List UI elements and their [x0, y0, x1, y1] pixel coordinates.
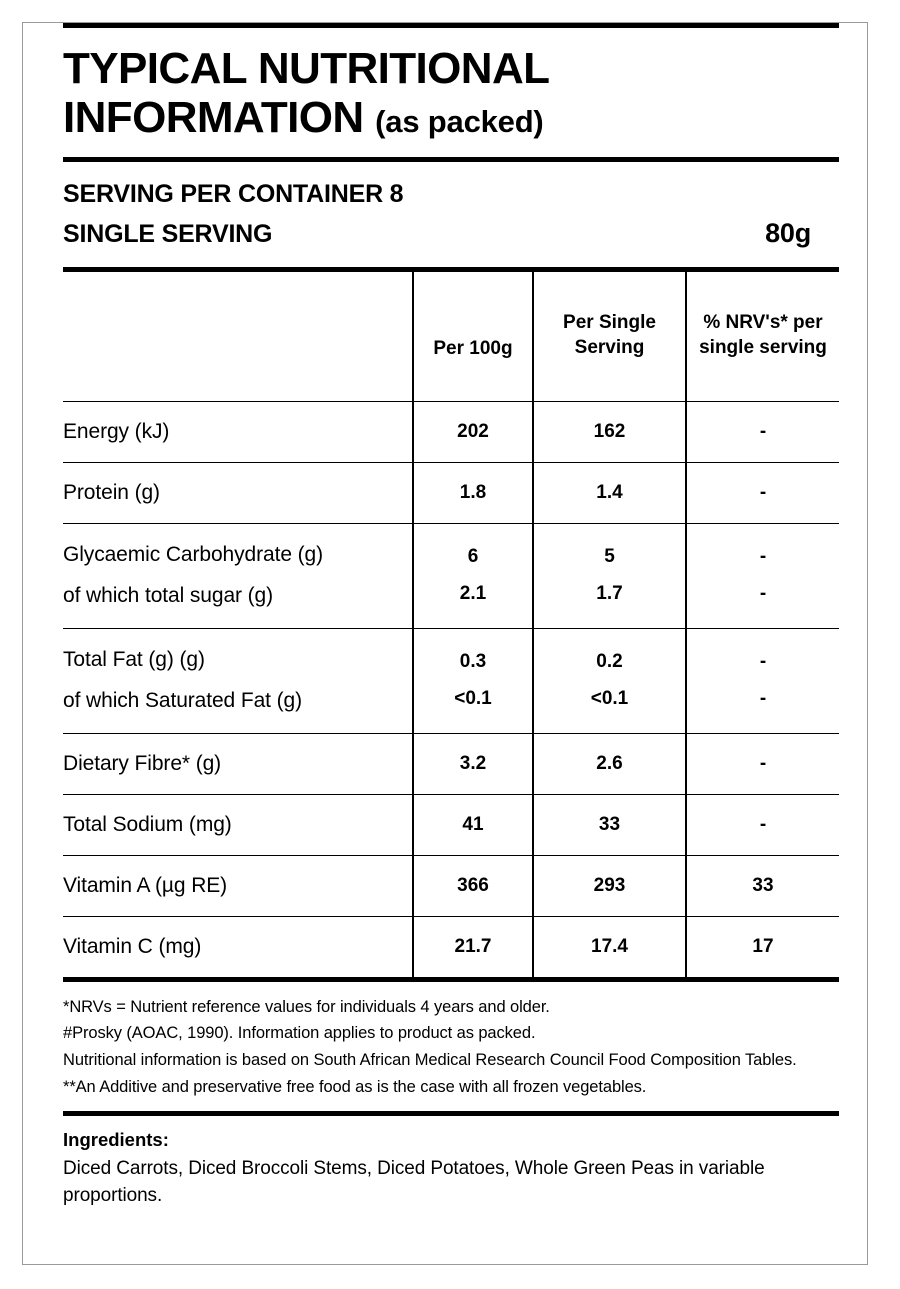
column-header-nrv-line1: % NRV's* per [703, 312, 823, 334]
row-nrv [686, 628, 839, 733]
row-per-serving: 162 [533, 401, 686, 462]
nutrition-table [63, 272, 839, 977]
footnote-nrv: *NRVs = Nutrient reference values for individuals 4 years and older. [63, 997, 550, 1016]
ingredients-section [63, 1116, 839, 1210]
title-line-2 [63, 93, 839, 142]
table-row [63, 855, 839, 916]
row-label-primary: Total Fat (g) (g) [63, 648, 205, 672]
row-per-serving: 17.4 [533, 916, 686, 977]
row-nrv: 17 [686, 916, 839, 977]
row-per-serving [533, 523, 686, 628]
serving-per-container-row [63, 175, 839, 213]
row-per-100g: 21.7 [413, 916, 533, 977]
label-content [63, 23, 839, 1210]
row-per-100g: 41 [413, 794, 533, 855]
row-label: Energy (kJ) [63, 401, 413, 462]
row-per-serving [533, 628, 686, 733]
row-label: Vitamin A (µg RE) [63, 855, 413, 916]
column-header-label [63, 272, 413, 402]
row-label: Vitamin C (mg) [63, 934, 202, 958]
row-label: Total Sodium (mg) [63, 794, 413, 855]
row-label [63, 523, 413, 628]
column-header-per-single-serving-line2: Serving [574, 337, 645, 359]
row-per-100g-secondary: 2.1 [459, 582, 487, 604]
title-suffix: (as packed) [375, 104, 544, 140]
ingredients-body: Diced Carrots, Diced Broccoli Stems, Diced Potatoes, Whole Green Peas in variable proportions. [63, 1158, 765, 1207]
table-row [63, 916, 839, 977]
column-header-per-single-serving-line1: Per Single [563, 312, 656, 334]
table-header [63, 272, 839, 402]
row-nrv [686, 523, 839, 628]
footnote-prosky: #Prosky (AOAC, 1990). Information applies to product as packed. [63, 1024, 536, 1043]
row-nrv: - [686, 462, 839, 523]
row-label-secondary: of which total sugar (g) [63, 583, 274, 607]
row-nrv: - [686, 794, 839, 855]
row-per-serving: 2.6 [533, 733, 686, 794]
column-header-nrv [686, 272, 839, 402]
row-nrv-secondary: - [759, 582, 767, 604]
footnote-source: Nutritional information is based on South African Medical Research Council Food Composition Tables. [63, 1051, 797, 1070]
table-row [63, 523, 839, 628]
row-per-serving-secondary: <0.1 [590, 687, 629, 709]
column-header-nrv-line2: single serving [699, 337, 827, 359]
serving-per-container-label: SERVING PER CONTAINER 8 [63, 179, 404, 208]
single-serving-size: 80g [765, 217, 811, 248]
row-label-primary: Glycaemic Carbohydrate (g) [63, 543, 323, 567]
row-per-100g: 202 [413, 401, 533, 462]
row-per-100g-secondary: <0.1 [454, 687, 492, 709]
row-nrv: - [686, 733, 839, 794]
table-row [63, 401, 839, 462]
row-label: Dietary Fibre* (g) [63, 733, 413, 794]
row-label: Protein (g) [63, 462, 413, 523]
row-per-100g: 3.2 [413, 733, 533, 794]
row-nrv-primary: - [759, 546, 767, 568]
row-per-serving: 33 [533, 794, 686, 855]
single-serving-row [63, 213, 839, 254]
table-row [63, 794, 839, 855]
serving-block [63, 162, 839, 267]
title-main: INFORMATION [63, 93, 364, 143]
row-label [63, 628, 413, 733]
title-block [63, 28, 839, 157]
row-per-serving: 1.4 [533, 462, 686, 523]
row-nrv: - [686, 401, 839, 462]
row-per-serving-primary: 0.2 [596, 651, 623, 673]
table-row [63, 628, 839, 733]
nutrition-label-page [22, 22, 868, 1265]
row-per-100g: 1.8 [413, 462, 533, 523]
title-line-1: TYPICAL NUTRITIONAL [63, 44, 550, 93]
row-nrv-secondary: - [759, 687, 767, 709]
footnote-additive-free: **An Additive and preservative free food as is the case with all frozen vegetables. [63, 1078, 647, 1097]
single-serving-label: SINGLE SERVING [63, 219, 273, 248]
table-header-row [63, 272, 839, 402]
table-body [63, 401, 839, 977]
row-per-serving-secondary: 1.7 [596, 582, 623, 604]
row-per-serving-primary: 5 [604, 546, 615, 568]
ingredients-title: Ingredients: [63, 1129, 169, 1151]
row-per-100g [413, 523, 533, 628]
column-header-per-single-serving [533, 272, 686, 402]
row-per-100g-primary: 0.3 [459, 651, 487, 673]
row-per-100g-primary: 6 [467, 546, 479, 568]
footnotes [63, 982, 839, 1112]
table-row [63, 462, 839, 523]
column-header-per-100g: Per 100g [413, 272, 533, 402]
row-nrv: 33 [686, 855, 839, 916]
row-per-serving: 293 [533, 855, 686, 916]
table-row [63, 733, 839, 794]
row-label-secondary: of which Saturated Fat (g) [63, 688, 303, 712]
row-per-100g [413, 628, 533, 733]
row-nrv-primary: - [759, 651, 767, 673]
row-per-100g: 366 [413, 855, 533, 916]
